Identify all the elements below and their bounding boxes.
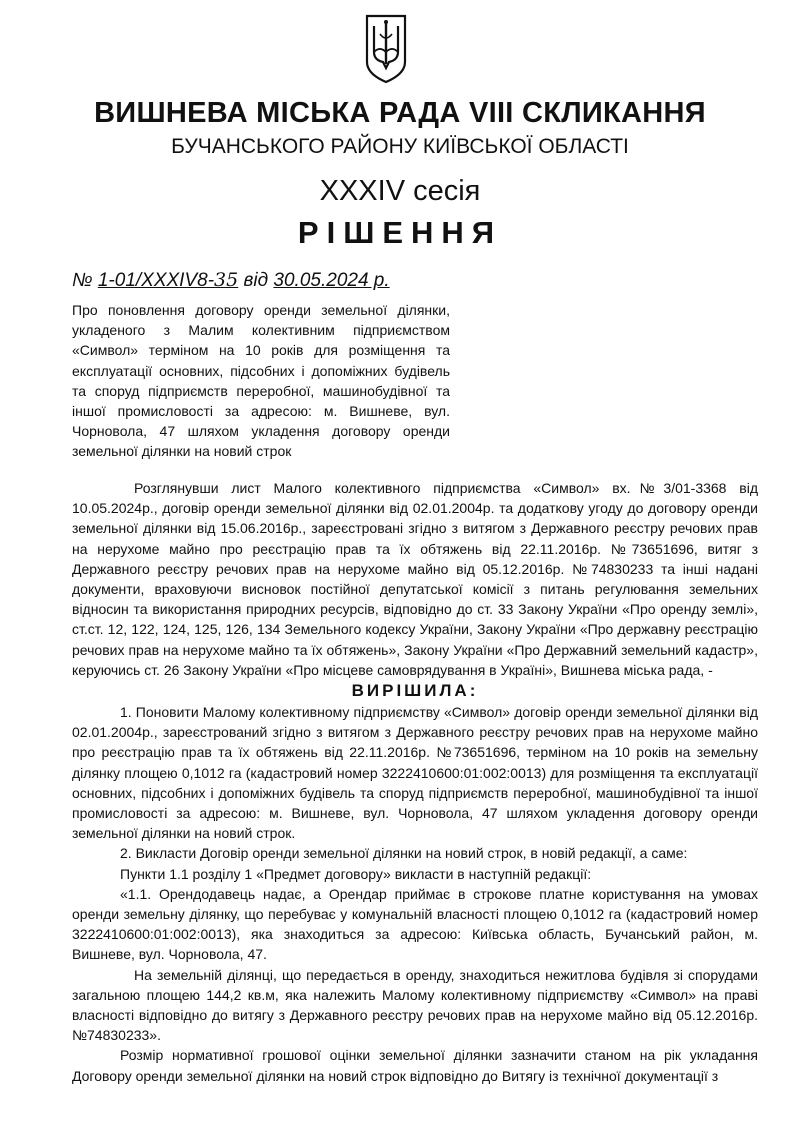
preamble-paragraph: Розглянувши лист Малого колективного підприємства «Символ» вх.№3/01-3368 від 10.05.2024р., договір оренди земельної ділянки від 02.01.2004р. та додаткову угоду до договору оренди земельної ділянки від 15.06.2016р., зареєстровані згідно з витягом з Державного реєстру речових прав на нерухоме майно про реєстрацію прав та їх обтяжень від 22.11.2016р. №73651696, витяг з Державного реєстру речових прав на нерухоме майно від 05.12.2016р. №74830233 та інші надані документи, враховуючи висновок постійної депутатської комісії з питань регулювання земельних відносин та використання природних ресурсів, відповідно до ст. 33 Закону України «Про оренду землі», ст.ст. 12, 122, 124, 125, 126, 134 Земельного кодексу України, Закону України «Про державну реєстрацію речових прав на нерухоме майно та їх обтяжень», Закону України «Про Державний земельний кадастр», керуючись ст. 26 Закону України «Про місцеве самоврядування в Україні», Вишнева міська рада, - [72, 480, 758, 678]
number-prefix: № [72, 270, 93, 291]
paragraph-2: 2. Викласти Договір оренди земельної ділянки на новий строк, в новій редакції, а саме: [120, 845, 688, 862]
paragraph-1: 1. Поновити Малому колективному підприємству «Символ» договір оренди земельної ділянки від 02.01.2004р., зареєстрований згідно з витягом з Державного реєстру речових прав на нерухоме майно про реєстрацію прав та їх обтяжень від 22.11.2016р. №73651696, терміном на 10 років на земельну ділянку площею 0,1012 га (кадастровий номер 3222410600:01:002:0013) для розміщення та експлуатації основних, підсобних і допоміжних будівель та споруд підприємств переробної, машинобудівної та іншої промисловості за адресою: м. Вишневе, вул. Чорновола, 47 шляхом укладення договору оренди земельної ділянки на новий строк. [72, 704, 758, 842]
paragraph-6: Розмір нормативної грошової оцінки земельної ділянки зазначити станом на рік укладання Договору оренди земельної ділянки на новий строк відповідно до Витягу із технічної документації з [72, 1047, 758, 1084]
paragraph-3: Пункти 1.1 розділу 1 «Предмет договору» викласти в наступній редакції: [120, 865, 592, 882]
decision-date: 30.05.2024 р. [273, 270, 390, 291]
trident-emblem-icon [363, 12, 409, 84]
handwritten-number: 35 [214, 269, 239, 291]
decision-subject: Про поновлення договору оренди земельної ділянки, укладеного з Малим колективним підприємством «Символ» терміном на 10 років для розміщення та експлуатації основних, підсобних і допоміжних будівель та споруд підприємств переробної, машинобудівної та іншої промисловості за адресою: м. Вишневе, вул. Чорновола, 47 шляхом укладення договору оренди земельної ділянки на новий строк [72, 302, 450, 460]
decision-number-line [72, 268, 390, 293]
decision-title: РІШЕННЯ [297, 215, 503, 250]
from-word: від [243, 270, 269, 291]
decision-number: 1-01/XXXIV8- [97, 270, 215, 291]
council-title: ВИШНЕВА МІСЬКА РАДА VIII СКЛИКАННЯ [94, 97, 706, 129]
paragraph-5: На земельній ділянці, що передається в оренду, знаходиться нежитлова будівля зі спорудами загальною площею 144,2 кв.м, яка належить Малому колективному підприємству «Символ» на праві власності відповідно до витягу з Державного реєстру речових прав на нерухоме майно від 05.12.2016р. №74830233». [72, 966, 758, 1044]
decision-body [72, 478, 758, 1086]
district-subtitle: БУЧАНСЬКОГО РАЙОНУ КИЇВСЬКОЇ ОБЛАСТІ [171, 135, 629, 158]
paragraph-4: «1.1. Орендодавець надає, а Орендар приймає в строкове платне користування на умовах оренди земельну ділянку, що перебуває у комунальній власності площею 0,1012 га (кадастровий номер 3222410600:01:002:0013), яка знаходиться за адресою: Київська область, Бучанський район, м. Вишневе, вул. Чорновола, 47. [72, 885, 758, 963]
session-title: XXXIV сесія [319, 175, 481, 207]
resolved-heading: ВИРІШИЛА: [351, 681, 479, 701]
